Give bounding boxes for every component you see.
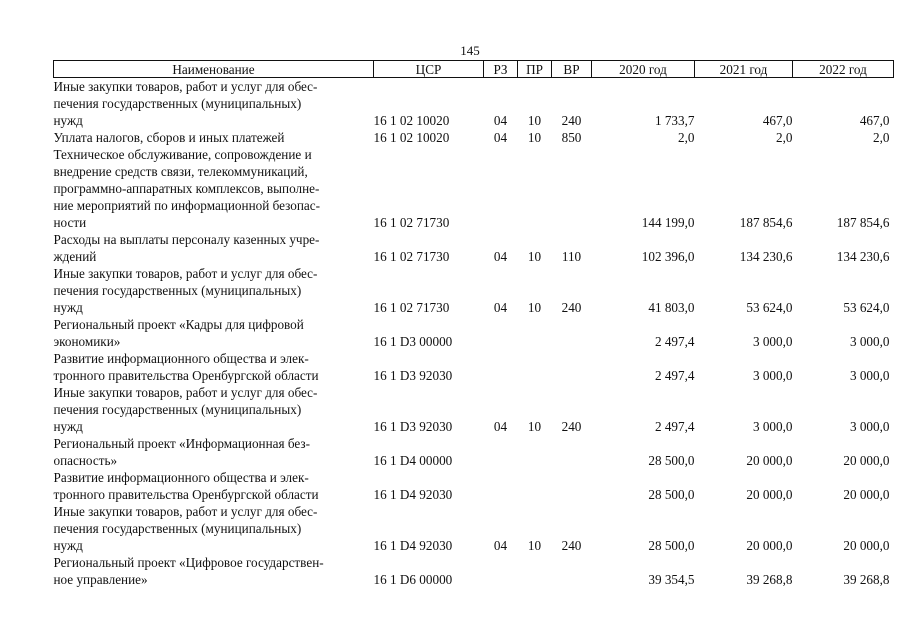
row-name-line: Региональный проект «Кадры для цифровой [53, 317, 304, 332]
row-value-2021: 134 230,6 [739, 249, 793, 264]
row-value-2022: 20 000,0 [843, 538, 890, 553]
row-vr: 110 [561, 249, 582, 264]
row-name-line: Иные закупки товаров, работ и услуг для обес- [53, 266, 318, 281]
table-row [54, 129, 894, 146]
row-vr: 240 [561, 538, 582, 553]
row-name-line: Развитие информационного общества и элек- [53, 351, 309, 366]
row-name-line: Уплата налогов, сборов и иных платежей [53, 130, 285, 145]
row-vr: 850 [561, 130, 582, 145]
row-vr [552, 146, 592, 231]
header-vr: ВР [552, 61, 592, 78]
row-name [54, 129, 374, 146]
row-value-2021: 187 854,6 [739, 215, 793, 230]
row-value-2022: 134 230,6 [836, 249, 890, 264]
row-name-line: нужд [53, 113, 83, 128]
row-name-line: Региональный проект «Информационная без- [53, 436, 311, 451]
row-value-2021: 3 000,0 [752, 368, 793, 383]
row-value-2020: 2 497,4 [654, 334, 695, 349]
row-rz: 04 [493, 130, 508, 145]
table-row [54, 265, 894, 316]
row-pr [518, 350, 552, 384]
row-value-2020: 2 497,4 [654, 419, 695, 434]
header-rz: РЗ [484, 61, 518, 78]
row-name [54, 469, 374, 503]
row-name-line: ние мероприятий по информационной безопас- [53, 198, 321, 213]
row-name-line: печения государственных (муниципальных) [53, 521, 302, 536]
row-value-2021: 467,0 [762, 113, 793, 128]
row-name [54, 554, 374, 588]
row-value-2022: 20 000,0 [843, 487, 890, 502]
header-year-2022: 2022 год [793, 61, 894, 78]
row-pr: 10 [527, 300, 542, 315]
row-csr: 16 1 D4 92030 [373, 487, 453, 502]
row-csr: 16 1 02 71730 [373, 215, 450, 230]
row-vr [552, 316, 592, 350]
row-value-2020: 28 500,0 [648, 453, 695, 468]
row-value-2021: 2,0 [776, 130, 793, 145]
row-name [54, 316, 374, 350]
row-name [54, 231, 374, 265]
header-pr: ПР [518, 61, 552, 78]
table-row [54, 503, 894, 554]
row-value-2020: 41 803,0 [648, 300, 695, 315]
row-pr: 10 [527, 130, 542, 145]
row-csr: 16 1 D3 92030 [373, 368, 453, 383]
row-name [54, 78, 374, 130]
row-pr [518, 146, 552, 231]
row-csr: 16 1 D4 00000 [373, 453, 453, 468]
row-rz: 04 [493, 300, 508, 315]
row-csr: 16 1 D3 00000 [373, 334, 453, 349]
row-value-2021: 3 000,0 [752, 334, 793, 349]
row-rz: 04 [493, 538, 508, 553]
row-pr: 10 [527, 249, 542, 264]
table-row [54, 350, 894, 384]
row-value-2020: 28 500,0 [648, 487, 695, 502]
row-csr: 16 1 02 10020 [373, 113, 450, 128]
table-row [54, 78, 894, 130]
table-row [54, 554, 894, 588]
row-value-2020: 28 500,0 [648, 538, 695, 553]
row-pr [518, 469, 552, 503]
table-row [54, 435, 894, 469]
row-value-2022: 3 000,0 [849, 334, 890, 349]
header-csr: ЦСР [374, 61, 484, 78]
row-name-line: тронного правительства Оренбургской области [53, 487, 319, 502]
row-name-line: тронного правительства Оренбургской области [53, 368, 319, 383]
row-name [54, 265, 374, 316]
row-rz [484, 146, 518, 231]
row-csr: 16 1 02 71730 [373, 249, 450, 264]
row-value-2020: 144 199,0 [641, 215, 695, 230]
budget-table [53, 60, 894, 588]
table-header [54, 61, 894, 78]
header-year-2021: 2021 год [695, 61, 793, 78]
row-name-line: Региональный проект «Цифровое государствен- [53, 555, 324, 570]
row-name-line: программно-аппаратных комплексов, выполне- [53, 181, 320, 196]
row-rz [484, 316, 518, 350]
row-name-line: Иные закупки товаров, работ и услуг для обес- [53, 504, 318, 519]
row-name-line: нужд [53, 300, 83, 315]
row-name-line: экономики» [53, 334, 121, 349]
row-value-2021: 20 000,0 [746, 538, 793, 553]
page-number: 145 [460, 43, 480, 58]
row-name-line: внедрение средств связи, телекоммуникаций, [53, 164, 308, 179]
row-name-line: печения государственных (муниципальных) [53, 402, 302, 417]
row-rz: 04 [493, 113, 508, 128]
row-rz [484, 554, 518, 588]
row-csr: 16 1 02 10020 [373, 130, 450, 145]
row-rz [484, 435, 518, 469]
row-name-line: нужд [53, 419, 83, 434]
row-rz: 04 [493, 249, 508, 264]
row-name-line: печения государственных (муниципальных) [53, 283, 302, 298]
table-row [54, 469, 894, 503]
table-row [54, 146, 894, 231]
row-value-2022: 3 000,0 [849, 419, 890, 434]
row-value-2022: 53 624,0 [843, 300, 890, 315]
row-value-2022: 39 268,8 [843, 572, 890, 587]
row-value-2021: 3 000,0 [752, 419, 793, 434]
row-value-2021: 20 000,0 [746, 453, 793, 468]
row-vr [552, 554, 592, 588]
row-rz: 04 [493, 419, 508, 434]
table-row [54, 316, 894, 350]
row-vr [552, 350, 592, 384]
row-name-line: Иные закупки товаров, работ и услуг для обес- [53, 385, 318, 400]
table-row [54, 231, 894, 265]
row-rz [484, 350, 518, 384]
row-name-line: нужд [53, 538, 83, 553]
row-value-2022: 20 000,0 [843, 453, 890, 468]
row-pr [518, 435, 552, 469]
row-pr [518, 316, 552, 350]
row-name-line: Иные закупки товаров, работ и услуг для обес- [53, 79, 318, 94]
header-year-2020: 2020 год [592, 61, 695, 78]
row-name-line: Техническое обслуживание, сопровождение и [53, 147, 312, 162]
row-name-line: ное управление» [53, 572, 148, 587]
row-value-2021: 39 268,8 [746, 572, 793, 587]
row-value-2022: 187 854,6 [836, 215, 890, 230]
row-value-2020: 39 354,5 [648, 572, 695, 587]
row-value-2020: 102 396,0 [641, 249, 695, 264]
row-name [54, 503, 374, 554]
row-value-2022: 2,0 [873, 130, 890, 145]
row-pr: 10 [527, 113, 542, 128]
row-csr: 16 1 02 71730 [373, 300, 450, 315]
row-value-2021: 53 624,0 [746, 300, 793, 315]
row-name-line: ждений [53, 249, 97, 264]
row-rz [484, 469, 518, 503]
row-name [54, 350, 374, 384]
row-vr [552, 469, 592, 503]
row-value-2022: 3 000,0 [849, 368, 890, 383]
row-csr: 16 1 D3 92030 [373, 419, 453, 434]
table-body [54, 78, 894, 589]
row-name [54, 384, 374, 435]
row-name-line: Расходы на выплаты персоналу казенных учре- [53, 232, 320, 247]
row-vr: 240 [561, 419, 582, 434]
row-csr: 16 1 D6 00000 [373, 572, 453, 587]
row-vr: 240 [561, 113, 582, 128]
row-name [54, 435, 374, 469]
row-csr: 16 1 D4 92030 [373, 538, 453, 553]
row-name-line: опасность» [53, 453, 118, 468]
row-vr [552, 435, 592, 469]
table-row [54, 384, 894, 435]
row-name-line: Развитие информационного общества и элек- [53, 470, 309, 485]
row-name-line: ности [53, 215, 87, 230]
header-name: Наименование [54, 61, 374, 78]
row-value-2020: 2 497,4 [654, 368, 695, 383]
row-vr: 240 [561, 300, 582, 315]
row-value-2021: 20 000,0 [746, 487, 793, 502]
row-name-line: печения государственных (муниципальных) [53, 96, 302, 111]
row-name [54, 146, 374, 231]
row-value-2020: 2,0 [678, 130, 695, 145]
row-value-2022: 467,0 [859, 113, 890, 128]
row-pr [518, 554, 552, 588]
row-pr: 10 [527, 419, 542, 434]
row-pr: 10 [527, 538, 542, 553]
row-value-2020: 1 733,7 [654, 113, 695, 128]
